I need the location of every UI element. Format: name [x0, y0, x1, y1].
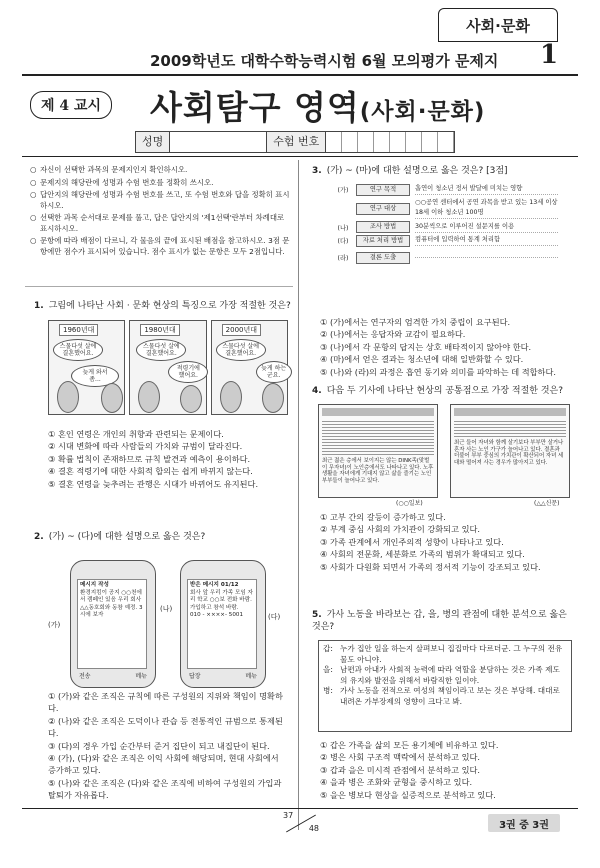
instruction-text: 선택한 과목 순서대로 문제를 풀고, 답은 답안지의 '제1선택'란부터 차례대로 표시하시오. [40, 213, 285, 233]
page-number: 1 [540, 40, 559, 70]
person-figure [262, 383, 284, 413]
answer-option[interactable]: ③ (나)에서 각 문항의 답지는 상호 배타적이지 않아야 한다. [320, 341, 532, 352]
speaker: 병: [323, 686, 333, 696]
phone-screen [77, 579, 147, 669]
person-figure [180, 385, 202, 413]
newspaper-article [450, 404, 570, 498]
question-4 [312, 385, 574, 397]
row-tag: (라) [337, 255, 349, 262]
answer-option[interactable]: ⑤ 을은 병보다 현상을 실증적으로 분석하고 있다. [320, 789, 496, 800]
question-5 [312, 609, 574, 633]
speech-bubble: 스물다섯 살에 결혼했어요. [136, 339, 186, 361]
answer-option[interactable]: ② 부계 중심 사회의 가치관이 강화되고 있다. [320, 524, 481, 535]
panel-year: 1980년대 [140, 324, 179, 336]
period-badge: 제 4 교시 [30, 91, 112, 119]
sender-number: 010 - ××××- 5001 [190, 612, 244, 619]
question-stem: 다음 두 기사에 나타난 현상의 공통점으로 가장 적절한 것은? [326, 386, 564, 396]
exam-no-cell[interactable] [358, 132, 374, 152]
instruction-text: 문항에 따라 배점이 다르니, 각 물음의 끝에 표시된 배점을 참고하시오. 3점 문항에만 점수가 표시되어 있습니다. 점수 표시가 없는 문항은 모두 2점입니다. [40, 236, 290, 256]
row-name: 연구 목적 [356, 184, 410, 196]
question-stem: 가사 노동을 바라보는 갑, 을, 병의 관점에 대한 분석으로 옳은 것은? [312, 610, 567, 632]
title-sub: (사회·문화) [359, 99, 486, 125]
answer-option[interactable]: ① 갑은 가족을 삶의 모든 용기체에 비유하고 있다. [320, 740, 499, 750]
person-figure [57, 381, 79, 413]
answer-option[interactable]: ② (나)와 같은 조직은 도덕이나 관습 등 전통적인 규범으로 통제된다. [48, 715, 283, 739]
exam-title: 2009학년도 대학수학능력시험 6월 모의평가 문제지 [150, 52, 499, 70]
exam-no-cell[interactable] [342, 132, 358, 152]
menu-softkey: 메뉴 [245, 673, 257, 680]
row-desc: ○○공연 센터에서 공연 과목을 받고 있는 13세 이상 18세 이하 청소년 100명 [415, 198, 558, 219]
speech-bubble: 늦게 하는군요. [256, 361, 292, 383]
volume-badge: 3권 중 3권 [488, 814, 560, 832]
exam-no-cell[interactable] [326, 132, 342, 152]
q2-phones [48, 560, 288, 686]
answer-option[interactable]: ③ 확률 법칙이 존재하므로 규칙 발견과 예측이 용이하다. [48, 453, 251, 464]
bullet-icon: ○ [30, 165, 37, 174]
answer-option[interactable]: ① 혼인 연령은 개인의 취향과 관련되는 문제이다. [48, 429, 224, 439]
notes-divider [25, 286, 293, 287]
q4-options [320, 511, 541, 573]
exam-no-cell[interactable] [390, 132, 406, 152]
statement [323, 665, 567, 686]
process-row [330, 197, 558, 221]
answer-option[interactable]: ④ 사회의 전문화, 세분화로 가족의 범위가 확대되고 있다. [320, 549, 525, 560]
row-name: 자료 처리 방법 [356, 235, 410, 247]
phone-received [180, 560, 266, 688]
question-3 [312, 165, 574, 177]
name-label: 성명 [136, 132, 170, 152]
answer-option[interactable]: ③ (다)의 경우 가입 순간부터 준거 집단이 되고 내집단이 된다. [48, 740, 270, 751]
panel-year: 1960년대 [59, 324, 98, 336]
bullet-icon: ○ [30, 213, 37, 222]
instruction-text: 문제지의 해당란에 성명과 수험 번호를 정확히 쓰시오. [40, 177, 214, 187]
q1-cartoon [48, 320, 288, 415]
phone-screen [187, 579, 257, 669]
person-figure [220, 381, 242, 413]
statement-text: 남편과 아내가 사회적 능력에 따라 역할을 분담하는 것은 가족 제도의 유지와 발전을 위해서 바람직한 일이야. [340, 665, 560, 685]
reply-softkey: 답장 [189, 673, 201, 680]
question-number: 3. [312, 166, 322, 176]
row-tag: (가) [337, 187, 349, 195]
exam-no-cell[interactable] [422, 132, 438, 152]
page-counter [280, 811, 322, 835]
page-title [150, 82, 485, 129]
send-softkey: 전송 [79, 673, 91, 680]
speaker: 갑: [323, 644, 333, 653]
answer-option[interactable]: ④ 을과 병은 조화와 균형을 중시하고 있다. [320, 777, 473, 788]
footer-rule [22, 808, 578, 809]
q2-options [48, 690, 288, 802]
row-desc [415, 257, 558, 258]
cartoon-panel [129, 320, 206, 415]
article-source: (△△신문) [534, 500, 560, 507]
row-desc: 30분씩으로 이루어진 설문지를 이용 [415, 222, 558, 233]
answer-option[interactable]: ② (나)에서는 응답자와 교감이 필요하다. [320, 329, 466, 340]
page-total: 48 [308, 824, 319, 833]
statement-text: 가사 노동을 전적으로 여성의 책임이라고 보는 것은 부당해. 대대로 내려온 가부장제의 영향이 크다고 봐. [340, 686, 560, 706]
person-figure [101, 383, 123, 413]
row-tag: (나) [337, 224, 349, 232]
statement [323, 644, 567, 665]
bullet-icon: ○ [30, 190, 37, 199]
article-headline [322, 408, 434, 416]
dialogue-box [318, 640, 572, 732]
question-number: 1. [34, 301, 44, 311]
statement-text: 누가 집안 일을 하는지 살펴보니 집집마다 다르더군. 그 누구의 전유물도 아니야. [340, 644, 563, 664]
article-text: 최근 들어 자녀와 함께 살기보다 부부만 살거나 혼자 사는 노인 가구가 늘어나고 있다. 결혼과 더불어 부부 중심의 가치관이 확산되어 자녀 세대와 떨어져 사는 경우가 많아지고 있다. [454, 440, 564, 466]
instruction-text: 자신이 선택한 과목의 문제지인지 확인하시오. [40, 165, 188, 174]
info-row [135, 131, 455, 153]
row-name: 연구 대상 [356, 203, 410, 215]
message-title: 메시지 작성 [80, 582, 109, 588]
speech-bubble: 적령기에 했어요. [168, 361, 208, 383]
instruction-item [30, 190, 292, 211]
article-body-lines [322, 419, 434, 455]
article-body-lines [454, 419, 566, 437]
instruction-item [30, 213, 292, 234]
row-name: 결론 도출 [356, 252, 410, 264]
message-title: 받은 메시지 [190, 582, 219, 588]
speech-bubble: 늦게 와서 좀... [71, 365, 119, 387]
cartoon-panel [211, 320, 288, 415]
phone-sent [70, 560, 156, 688]
question-stem: (가) ~ (다)에 대한 설명으로 옳은 것은? [48, 532, 206, 542]
process-row [330, 234, 558, 248]
answer-option[interactable]: ⑤ 사회가 다원화 되면서 가족의 정서적 기능이 강조되고 있다. [320, 561, 541, 572]
answer-option[interactable]: ④ (마)에서 얻은 결과는 청소년에 대해 일반화할 수 있다. [320, 354, 524, 365]
article-source: (○○일보) [396, 500, 423, 507]
answer-option[interactable]: ① 고부 간의 갈등이 증가하고 있다. [320, 512, 446, 522]
question-number: 4. [312, 386, 322, 396]
label-ga: (가) [48, 621, 61, 629]
question-number: 2. [34, 532, 44, 542]
process-row [330, 248, 558, 268]
row-tag: (다) [337, 238, 349, 246]
row-desc: 흡연이 청소년 정서 발달에 미치는 영향 [415, 184, 558, 195]
answer-option[interactable]: ③ 가족 관계에서 개인주의적 성향이 나타나고 있다. [320, 536, 504, 547]
answer-option[interactable]: ⑤ (나)와 같은 조직은 (다)와 같은 조직에 비하여 구성원의 가입과 탈퇴가 자유롭다. [48, 777, 282, 801]
exam-no-cell[interactable] [406, 132, 422, 152]
article-text: 최근 젊은 층에서 보이지는 않는 DINK족(맞벌이 무자녀)이 노인층에서도 나타나고 있다. 노후 생활을 자녀에게 기대지 않고 삶을 즐기는 노인 부부들이 늘어나고 있다. [322, 458, 434, 484]
instructions [30, 165, 292, 259]
bullet-icon: ○ [30, 177, 37, 187]
question-stem: (가) ~ (마)에 대한 설명으로 옳은 것은? [3점] [326, 166, 508, 176]
instruction-text: 답안지의 해당란에 성명과 수험 번호를 쓰고, 또 수험 번호와 답을 정확히 표시하시오. [40, 190, 290, 210]
process-row [330, 221, 558, 235]
article-headline [454, 408, 566, 416]
answer-option[interactable]: ① (가)에서는 연구자의 엄격한 가치 중립이 요구된다. [320, 317, 511, 327]
panel-year: 2000년대 [222, 324, 261, 336]
q4-articles [316, 404, 572, 507]
instruction-item [30, 236, 292, 257]
newspaper-article [318, 404, 438, 498]
exam-no-cell[interactable] [374, 132, 390, 152]
process-row [330, 183, 558, 197]
message-body: 회사 앞 우리 가족 모임 자리 학교 ○○보 전화 바람. 가입하고 참석 바람. [190, 589, 253, 611]
bullet-icon: ○ [30, 236, 37, 245]
question-2 [34, 531, 292, 543]
name-field[interactable] [170, 132, 267, 152]
page-current: 37 [283, 811, 294, 820]
answer-option[interactable]: ⑤ (나)와 (라)의 과정은 흡연 동기와 의미를 파악하는 데 적합하다. [320, 366, 556, 377]
instruction-item [30, 178, 292, 189]
answer-option[interactable]: ③ 갑과 을은 미시적 관점에서 분석하고 있다. [320, 764, 481, 775]
answer-option[interactable]: ⑤ 결혼 연령을 늦추려는 관행은 시대가 바뀌어도 유지된다. [48, 478, 259, 489]
speech-bubble: 스물다섯 살에 결혼했어요. [53, 339, 103, 361]
cartoon-panel [48, 320, 125, 415]
exam-no-cell[interactable] [438, 132, 454, 152]
row-name: 조사 방법 [356, 221, 410, 233]
question-1 [34, 300, 292, 312]
speech-bubble: 스물다섯 살에 결혼했어요. [216, 339, 266, 361]
research-process-table [330, 183, 558, 268]
column-divider [298, 160, 299, 830]
q1-options [48, 428, 258, 490]
subject-tab: 사회·문화 [438, 8, 558, 42]
answer-option[interactable]: ② 병은 사회 구조적 맥락에서 분석하고 있다. [320, 752, 481, 763]
answer-option[interactable]: ④ (가), (다)와 같은 조직은 이익 사회에 해당되며, 현대 사회에서 증가하고 있다. [48, 753, 279, 776]
instruction-item [30, 165, 292, 176]
label-na: (나) [160, 605, 173, 613]
title-main: 사회탐구 영역 [150, 88, 360, 127]
title-rule [22, 74, 578, 76]
message-body: 환경지킴이 공지 ○○천에서 캠페인 있음 우리 회사 △△동호회와 동참 예정. 3시에 보자 [80, 589, 143, 619]
message-date: 01/12 [220, 582, 239, 588]
answer-option[interactable]: ② 시대 변화에 따라 사람들의 가치와 규범이 달라진다. [48, 441, 243, 452]
menu-softkey: 메뉴 [135, 673, 147, 680]
speaker: 을: [323, 665, 333, 675]
statement [323, 686, 567, 707]
q3-options [320, 316, 556, 378]
exam-no-label: 수험 번호 [267, 132, 326, 152]
question-number: 5. [312, 610, 322, 620]
header-rule [22, 156, 578, 157]
person-figure [138, 381, 160, 413]
question-stem: 그림에 나타난 사회 · 문화 현상의 특징으로 가장 적절한 것은? [48, 301, 291, 311]
answer-option[interactable]: ④ 결혼 적령기에 대한 사회적 합의는 쉽게 바뀌지 않는다. [48, 466, 253, 477]
label-da: (다) [268, 613, 281, 621]
row-desc: 컴퓨터에 입력하여 통계 처리함 [415, 235, 558, 246]
q5-options [320, 739, 498, 801]
answer-option[interactable]: ① (가)와 같은 조직은 규칙에 따른 구성원의 지위와 책임이 명확하다. [48, 691, 283, 714]
